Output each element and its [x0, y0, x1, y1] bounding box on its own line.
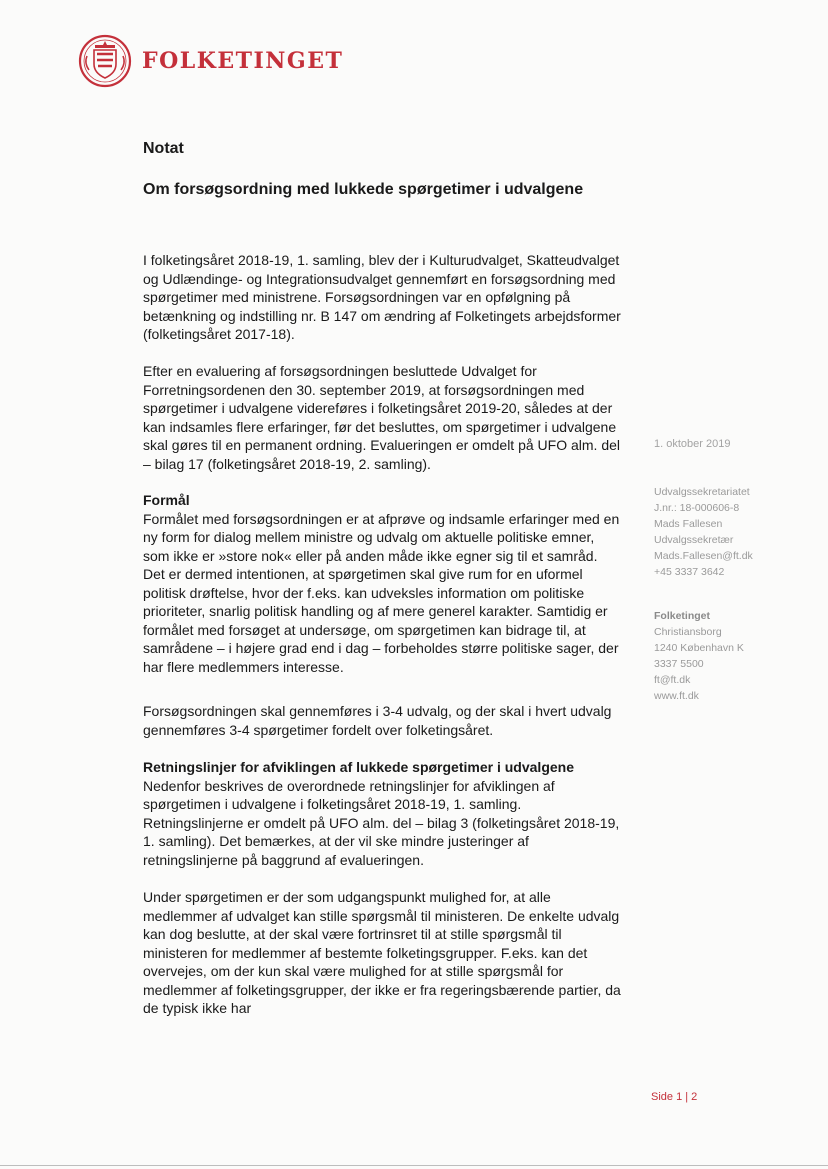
paragraph-participation: Under spørgetimen er der som udgangspunkt mulighed for, at alle medlemmer af udvalget kan stille spørgsmål til ministeren. De enkelte udvalg kan dog beslutte, at der skal være fortrinsret til at stille spørgsmål til ministeren for medlemmer af bestemte folketingsgrupper. F.eks. kan det overvejes, om der kun skal være mulighed for at stille spørgsmål for medlemmer af folketingsgrupper, der ikke er fra regeringsbærende partier, da de typisk ikke har — [143, 889, 621, 1016]
section-heading: Retningslinjer for afviklingen af lukkede spørgetimer i udvalgene — [143, 759, 574, 775]
org-name: FOLKETINGET — [142, 48, 344, 74]
document-type: Notat — [143, 140, 184, 157]
section-guidelines — [143, 758, 621, 869]
address-city: 1240 København K — [654, 642, 744, 654]
paragraph-guidelines: Nedenfor beskrives de overordnede retningslinjer for afviklingen af spørgetimen i udvalgene i folketingsåret 2018-19, 1. samling. Retningslinjerne er omdelt på UFO alm. del – bilag 3 (folketingsåret 2018-19, 1. samling). Det bemærkes, at der vil ske mindre justeringer af retningslinjerne på baggrund af evalueringen. — [143, 777, 620, 868]
sender-unit: Udvalgssekretariatet — [654, 486, 750, 498]
paragraph-evaluation: Efter en evaluering af forsøgsordningen besluttede Udvalget for Forretningsordenen den 30. september 2019, at forsøgsordningen med spørgetimer i udvalgene videreføres i folketingsåret 2019-20, således at der kan indsamles flere erfaringer, før det besluttes, om spørgetimer i udvalgene skal gøres til en permanent ordning. Evalueringen er omdelt på UFO alm. del – bilag 17 (folketingsåret 2018-19, 2. samling). — [143, 363, 621, 472]
paragraph-scope: Forsøgsordningen skal gennemføres i 3-4 udvalg, og der skal i hvert udvalg gennemføres 3-4 spørgetimer fordelt over folketingsåret. — [143, 703, 612, 738]
page-number: Side 1 | 2 — [651, 1091, 698, 1103]
folketinget-seal-icon — [78, 34, 132, 88]
paragraph-purpose: Formålet med forsøgsordningen er at afprøve og indsamle erfaringer med en ny form for dialog mellem ministre og udvalg om aktuelle politiske emner, som ikke er »store nok« eller på anden måde ikke egner sig til et samråd. Det er dermed intentionen, at spørgetimen skal give rum for en uformel politisk drøftelse, hvor der f.eks. kan udveksles information om politiske prioriteter, snarlig politisk handling og af mere generel karakter. Samtidig er formålet med forsøget at undersøge, om spørgetimen kan bidrage til, at samrådene – i højere grad end i dag – forbeholdes større politiske sager, der har flere medlemmers interesse. — [143, 510, 620, 675]
address-email: ft@ft.dk — [654, 674, 691, 686]
sender-info — [654, 484, 804, 580]
sender-email: Mads.Fallesen@ft.dk — [654, 550, 753, 562]
sender-name: Mads Fallesen — [654, 518, 723, 530]
sender-phone: +45 3337 3642 — [654, 566, 725, 578]
address-building: Christiansborg — [654, 626, 722, 638]
scan-edge-line — [0, 1165, 828, 1166]
journal-number: J.nr.: 18-000606-8 — [654, 502, 740, 514]
address-org: Folketinget — [654, 610, 711, 622]
header-logo — [78, 34, 343, 88]
paragraph-intro: I folketingsåret 2018-19, 1. samling, blev der i Kulturudvalget, Skatteudvalget og Udlændinge- og Integrationsudvalget gennemført en forsøgsordning med spørgetimer med ministrene. Forsøgsordningen var en opfølgning på betænkning og indstilling nr. B 147 om ændring af Folketingets arbejdsformer (folketingsåret 2017-18). — [143, 252, 621, 342]
address-phone: 3337 5500 — [654, 658, 704, 670]
sender-title: Udvalgssekretær — [654, 534, 734, 546]
section-purpose — [143, 491, 621, 676]
document-date: 1. oktober 2019 — [654, 438, 731, 450]
address-web: www.ft.dk — [654, 690, 699, 702]
address-block — [654, 608, 804, 704]
document-title: Om forsøgsordning med lukkede spørgetimer i udvalgene — [143, 181, 584, 198]
section-heading: Formål — [143, 492, 190, 508]
